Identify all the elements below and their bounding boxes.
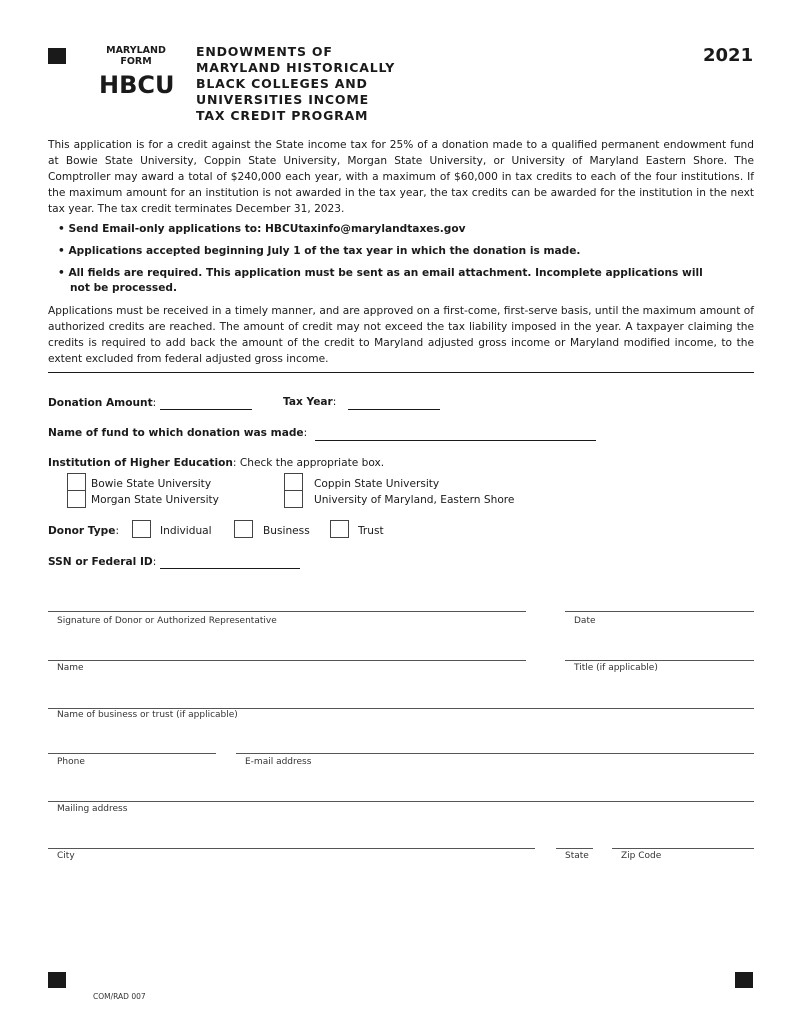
form-label-state: MARYLAND	[106, 45, 166, 56]
checkbox-morgan-state[interactable]	[67, 490, 86, 508]
checkbox-business[interactable]	[234, 520, 253, 538]
city-label: City	[57, 851, 75, 861]
tax-year-label: Tax Year:	[283, 396, 337, 408]
option-individual: Individual	[160, 525, 212, 537]
form-title	[196, 44, 395, 124]
donor-type-label: Donor Type:	[48, 525, 120, 537]
checkbox-coppin-state[interactable]	[284, 473, 303, 491]
title-line: ENDOWMENTS OF	[196, 44, 333, 59]
phone-label: Phone	[57, 757, 85, 767]
ssn-label: SSN or Federal ID:	[48, 556, 157, 568]
name-input[interactable]	[48, 660, 526, 661]
option-coppin-state: Coppin State University	[314, 478, 440, 490]
date-input[interactable]	[565, 611, 754, 612]
signature-label: Signature of Donor or Authorized Representative	[57, 616, 277, 626]
mailing-address-input[interactable]	[48, 801, 754, 802]
fund-name-label: Name of fund to which donation was made:	[48, 427, 308, 439]
tax-year-heading: 2021	[703, 45, 754, 66]
tax-year-input[interactable]	[348, 409, 440, 410]
bullet-required-continued: not be processed.	[70, 282, 177, 294]
title-line: TAX CREDIT PROGRAM	[196, 108, 369, 123]
bullet-email: • Send Email-only applications to: HBCUtaxinfo@marylandtaxes.gov	[58, 223, 466, 235]
registration-mark-bottom-left	[48, 972, 66, 988]
form-label-form: FORM	[120, 56, 152, 67]
mailing-address-label: Mailing address	[57, 804, 128, 814]
donation-amount-input[interactable]	[160, 409, 252, 410]
section-divider	[48, 372, 754, 373]
title-label: Title (if applicable)	[574, 663, 658, 673]
form-code: HBCU	[99, 71, 175, 99]
intro-paragraph: This application is for a credit against the State income tax for 25% of a donation made to a qualified permanent endowment fund at Bowie State University, Coppin State University, Morgan State University, or University of Maryland Eastern Shore. The Comptroller may award a total of $240,000 each year, with a maximum of $60,000 in tax credits to each of the four institutions. If the maximum amount for an institution is not awarded in the tax year, the tax credits can be awarded for the institution in the next tax year. The tax credit terminates December 31, 2023.	[48, 139, 754, 215]
option-trust: Trust	[358, 525, 384, 537]
title-line: BLACK COLLEGES AND	[196, 76, 368, 91]
fund-name-input[interactable]	[315, 440, 596, 441]
donation-amount-label: Donation Amount:	[48, 397, 157, 409]
business-name-input[interactable]	[48, 708, 754, 709]
zip-input[interactable]	[612, 848, 754, 849]
ssn-input[interactable]	[160, 568, 300, 569]
form-id: COM/RAD 007	[93, 992, 146, 1001]
name-label: Name	[57, 663, 84, 673]
option-umes: University of Maryland, Eastern Shore	[314, 494, 515, 506]
registration-mark-top-left	[48, 48, 66, 64]
city-input[interactable]	[48, 848, 535, 849]
business-name-label: Name of business or trust (if applicable)	[57, 710, 238, 720]
option-bowie-state: Bowie State University	[91, 478, 212, 490]
checkbox-umes[interactable]	[284, 490, 303, 508]
checkbox-individual[interactable]	[132, 520, 151, 538]
registration-mark-bottom-right	[735, 972, 753, 988]
bullet-dates-text: Applications accepted beginning July 1 of the tax year in which the donation is made.	[68, 245, 581, 257]
option-morgan-state: Morgan State University	[91, 494, 219, 506]
form-label	[98, 45, 174, 67]
bullet-dates: • Applications accepted beginning July 1 of the tax year in which the donation is made.	[58, 245, 581, 257]
state-label: State	[565, 851, 589, 861]
rules-paragraph: Applications must be received in a timely manner, and are approved on a first-come, first-serve basis, until the maximum amount of authorized credits are reached. The amount of credit may not exceed the tax liability imposed in the year. A taxpayer claiming the credits is required to add back the amount of the credit to Maryland adjusted gross income or Maryland modified income, to the extent excluded from federal adjusted gross income.	[48, 305, 754, 365]
title-line: UNIVERSITIES INCOME	[196, 92, 369, 107]
bullet-required-text: All fields are required. This application must be sent as an email attachment. Incomplete applications will	[68, 267, 703, 279]
zip-label: Zip Code	[621, 851, 662, 861]
checkbox-bowie-state[interactable]	[67, 473, 86, 491]
title-input[interactable]	[565, 660, 754, 661]
option-business: Business	[263, 525, 310, 537]
phone-input[interactable]	[48, 753, 216, 754]
checkbox-trust[interactable]	[330, 520, 349, 538]
bullet-required: • All fields are required. This application must be sent as an email attachment. Incomplete applications will	[58, 267, 703, 279]
email-input[interactable]	[236, 753, 754, 754]
institution-label: Institution of Higher Education: Check the appropriate box.	[48, 457, 385, 469]
bullet-email-text: Send Email-only applications to: HBCUtaxinfo@marylandtaxes.gov	[68, 223, 466, 235]
title-line: MARYLAND HISTORICALLY	[196, 60, 396, 75]
state-input[interactable]	[556, 848, 593, 849]
date-label: Date	[574, 616, 596, 626]
signature-input[interactable]	[48, 611, 526, 612]
email-label: E-mail address	[245, 757, 312, 767]
